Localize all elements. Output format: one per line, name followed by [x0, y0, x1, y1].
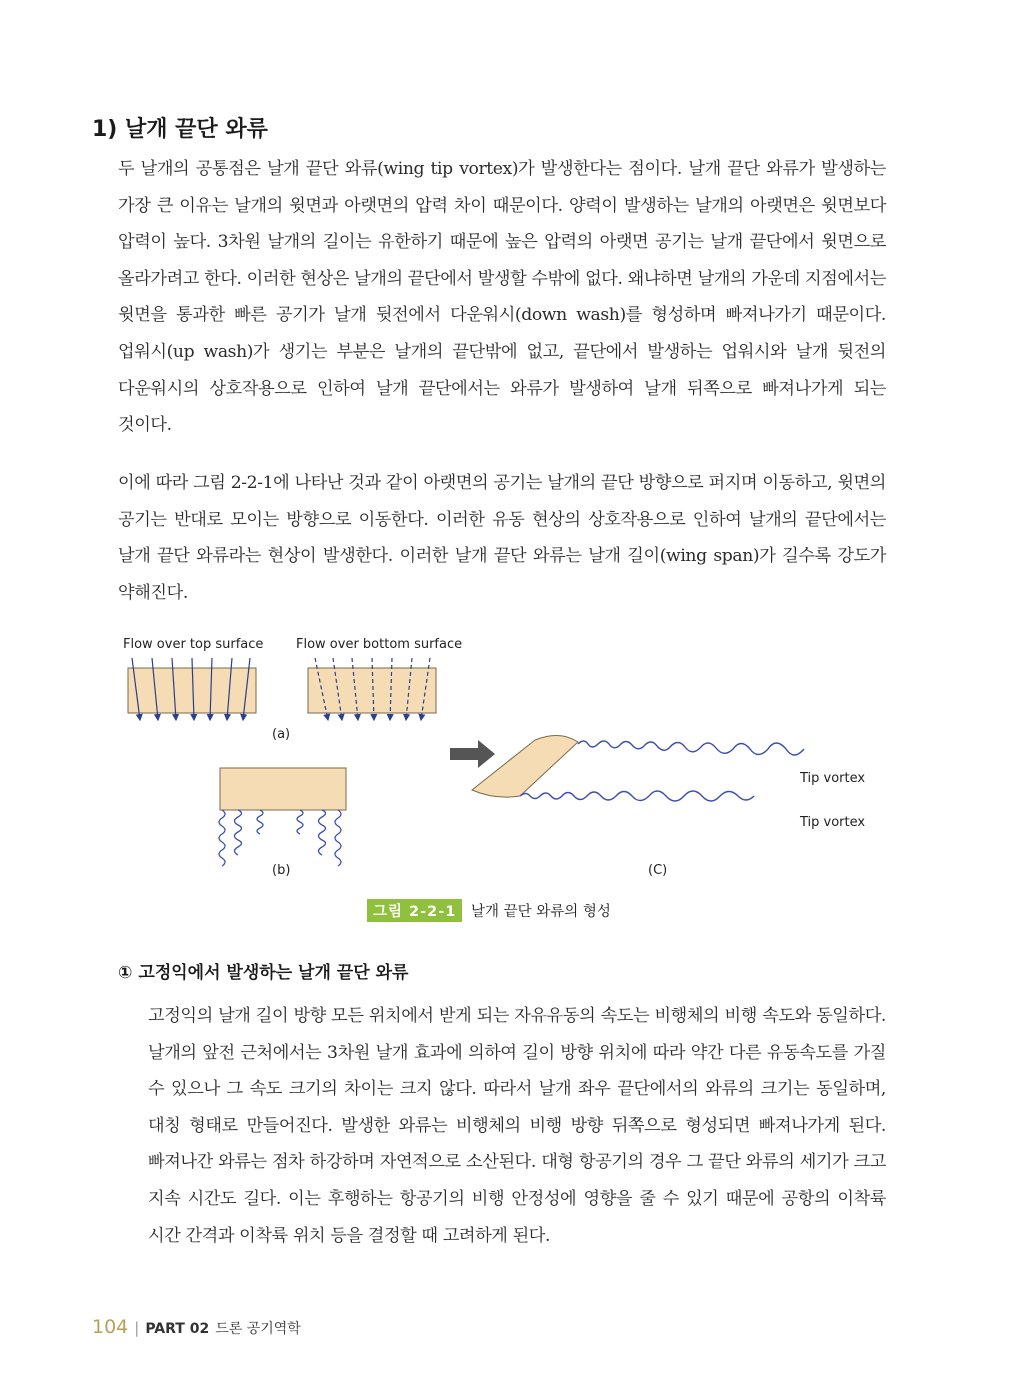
body-paragraph-2: 이에 따라 그림 2-2-1에 나타난 것과 같이 아랫면의 공기는 날개의 끝단 방향으로 퍼지며 이동하고, 윗면의 공기는 반대로 모이는 방향으로 이동한다. 이러한 유동 현상의 상호작용으로 인하여 날개의 끝단에서는 날개 끝단 와류라는 현상이 발생한다. 이러한 날개 끝단 와류는 날개 길이(wing span)가 길수록 강도가 약해진다. — [118, 473, 886, 603]
label-c: (C) — [648, 863, 668, 878]
wing-tip-vortex-figure — [110, 628, 900, 890]
label-a: (a) — [272, 727, 291, 742]
footer-title: 드론 공기역학 — [215, 1321, 301, 1337]
tip-vortex-upper — [578, 741, 804, 755]
bottom-surface-panel — [308, 658, 436, 720]
figure-caption — [367, 899, 611, 922]
label-tip-vortex-1: Tip vortex — [800, 771, 866, 786]
wing-oblique-view — [472, 735, 810, 801]
section-heading: 1) 날개 끝단 와류 — [92, 117, 268, 142]
tip-vortex-lower — [520, 791, 754, 801]
label-flow-top: Flow over top surface — [123, 637, 264, 652]
subsection-title: 고정익에서 발생하는 날개 끝단 와류 — [138, 963, 409, 983]
wing-front-view — [219, 768, 346, 866]
figure-caption-text: 날개 끝단 와류의 형성 — [470, 904, 611, 920]
vortex-right-1 — [297, 810, 303, 834]
vortex-left-1 — [219, 810, 225, 866]
vortex-right-3 — [335, 810, 341, 866]
direction-arrow — [450, 740, 495, 768]
label-b: (b) — [272, 863, 291, 878]
body-paragraph-1: 두 날개의 공통점은 날개 끝단 와류(wing tip vortex)가 발생한다는 점이다. 날개 끝단 와류가 발생하는 가장 큰 이유는 날개의 윗면과 아랫면의 압력 차이 때문이다. 양력이 발생하는 날개의 아랫면은 윗면보다 압력이 높다. 3차원 날개의 길이는 유한하기 때문에 높은 압력의 아랫면 공기는 날개 끝단에서 윗면으로 올라가려고 한다. 이러한 현상은 날개의 끝단에서 발생할 수밖에 없다. 왜냐하면 날개의 가운데 지점에서는 윗면을 통과한 빠른 공기가 날개 뒷전에서 다운워시(down wash)를 형성하며 빠져나가기 때문이다. 업워시(up wash)가 생기는 부분은 날개의 끝단밖에 없고, 끝단에서 발생하는 업워시와 날개 뒷전의 다운워시의 상호작용으로 인하여 날개 끝단에서는 와류가 발생하여 날개 뒤쪽으로 빠져나가게 되는 것이다. — [118, 159, 886, 436]
vortex-left-3 — [257, 810, 263, 834]
page-footer — [92, 1316, 301, 1338]
label-flow-bottom: Flow over bottom surface — [296, 637, 463, 652]
subsection-heading — [118, 958, 408, 983]
body-paragraph-3: 고정익의 날개 길이 방향 모든 위치에서 받게 되는 자유유동의 속도는 비행체의 비행 속도와 동일하다. 날개의 앞전 근처에서는 3차원 날개 효과에 의하여 길이 방향 위치에 따라 약간 다른 유동속도를 가질 수 있으나 그 속도 크기의 차이는 크지 않다. 따라서 날개 좌우 끝단에서의 와류의 크기는 동일하며, 대칭 형태로 만들어진다. 발생한 와류는 비행체의 비행 방향 뒤쪽으로 형성되면 빠져나가게 된다. 빠져나간 와류는 점차 하강하며 자연적으로 소산된다. 대형 항공기의 경우 그 끝단 와류의 세기가 크고 지속 시간도 길다. 이는 후행하는 항공기의 비행 안정성에 영향을 줄 수 있기 때문에 공항의 이착륙 시간 간격과 이착륙 위치 등을 결정할 때 고려하게 된다. — [148, 1006, 886, 1246]
top-surface-panel — [128, 658, 256, 720]
footer-part: PART 02 — [145, 1321, 210, 1337]
figure-number-badge: 그림 2-2-1 — [367, 899, 462, 922]
page-number: 104 — [92, 1316, 129, 1338]
vortex-left-2 — [235, 810, 242, 855]
label-tip-vortex-2: Tip vortex — [800, 815, 866, 830]
subsection-number: ① — [118, 963, 133, 983]
footer-divider: | — [134, 1319, 140, 1337]
vortex-right-2 — [319, 810, 326, 855]
